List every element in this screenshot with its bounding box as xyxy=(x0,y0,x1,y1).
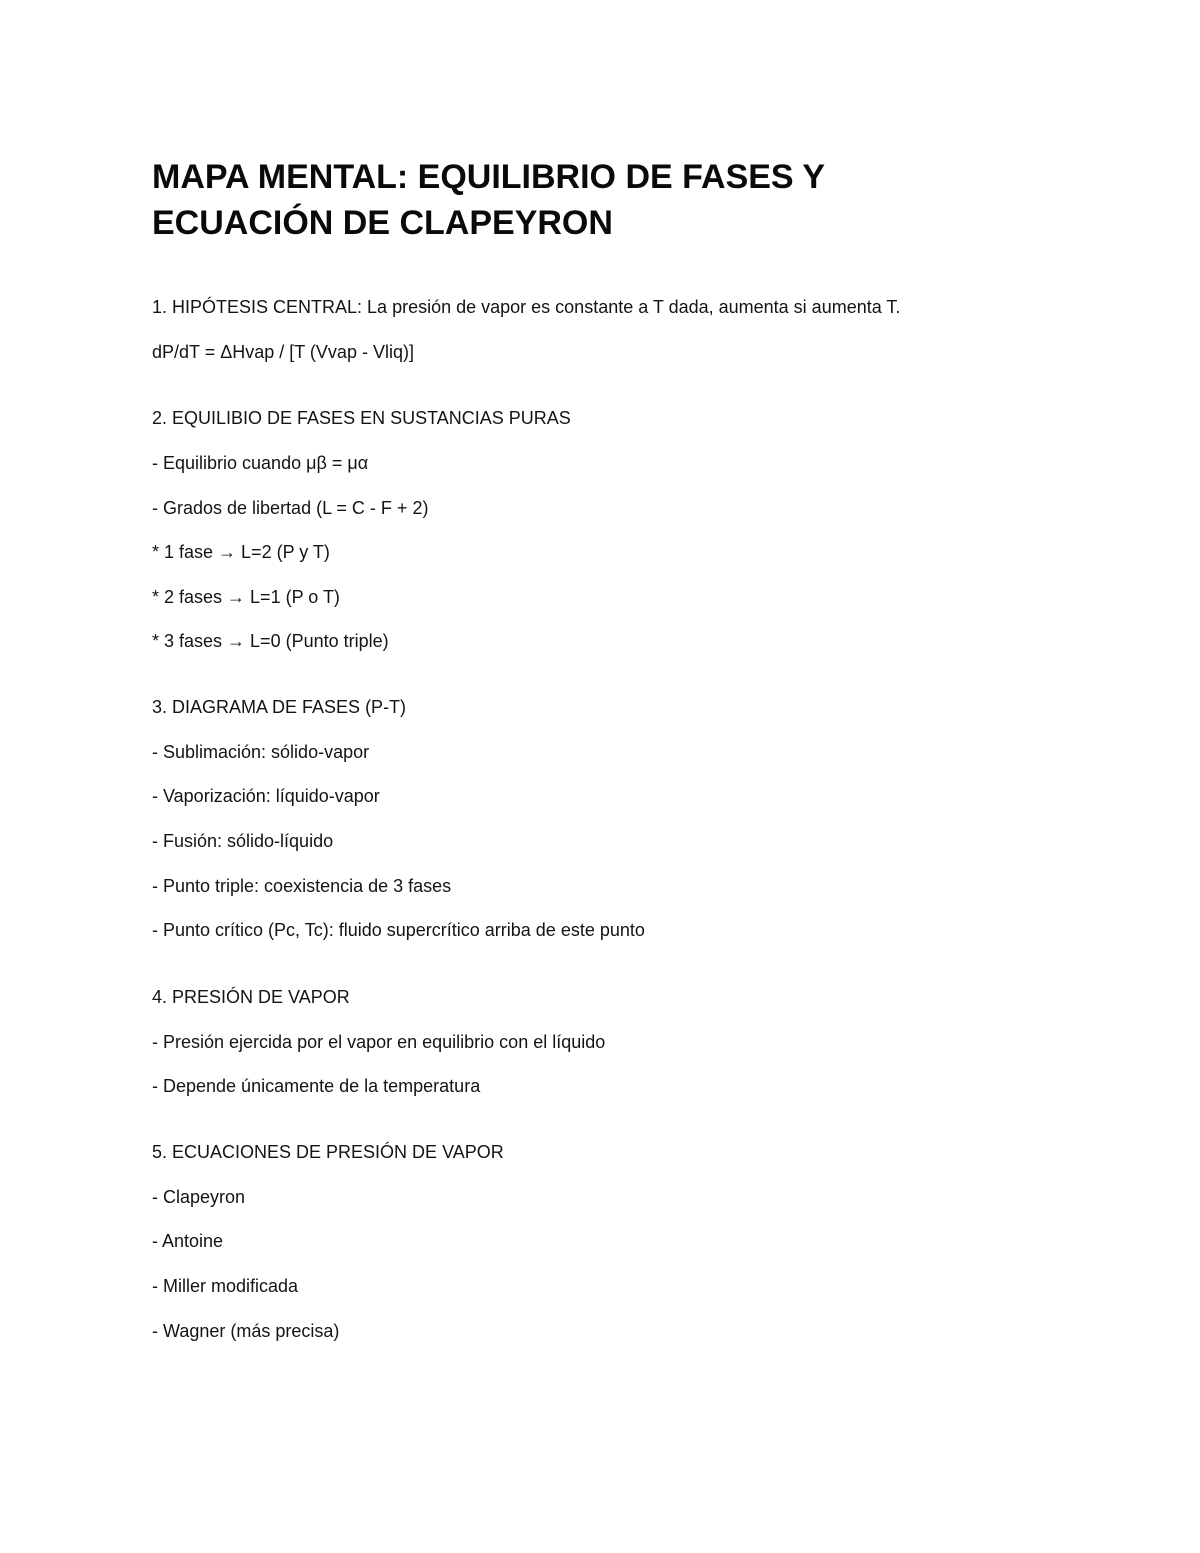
section-5-heading: 5. ECUACIONES DE PRESIÓN DE VAPOR xyxy=(152,1142,504,1162)
section-2-heading: 2. EQUILIBIO DE FASES EN SUSTANCIAS PURAS xyxy=(152,408,571,428)
section-5-item-2: - Antoine xyxy=(152,1231,224,1251)
section-2-item-1: - Equilibrio cuando μβ = μα xyxy=(152,453,369,473)
section-1-formula: dP/dT = ΔHvap / [T (Vvap - Vliq)] xyxy=(152,342,414,362)
section-5-item-1: - Clapeyron xyxy=(152,1187,246,1207)
section-2-item-3: * 1 fase → L=2 (P y T) xyxy=(152,542,330,562)
section-4-item-2: - Depende únicamente de la temperatura xyxy=(152,1076,481,1096)
section-5-item-3: - Miller modificada xyxy=(152,1276,299,1296)
section-4-heading: 4. PRESIÓN DE VAPOR xyxy=(152,987,350,1007)
section-3-item-5: - Punto crítico (Pc, Tc): fluido supercrítico arriba de este punto xyxy=(152,920,645,940)
section-1-heading: 1. HIPÓTESIS CENTRAL: La presión de vapor es constante a T dada, aumenta si aumenta T. xyxy=(152,297,901,317)
section-2-item-4: * 2 fases → L=1 (P o T) xyxy=(152,587,340,607)
section-3-item-1: - Sublimación: sólido-vapor xyxy=(152,742,370,762)
section-4-item-1: - Presión ejercida por el vapor en equilibrio con el líquido xyxy=(152,1032,606,1052)
title-line-1: MAPA MENTAL: EQUILIBRIO DE FASES Y xyxy=(152,158,826,196)
title-line-2: ECUACIÓN DE CLAPEYRON xyxy=(152,204,613,242)
document-title xyxy=(152,154,1072,246)
section-3-item-2: - Vaporización: líquido-vapor xyxy=(152,786,380,806)
section-3-item-4: - Punto triple: coexistencia de 3 fases xyxy=(152,876,452,896)
section-2-item-5: * 3 fases → L=0 (Punto triple) xyxy=(152,631,389,651)
section-2-item-2: - Grados de libertad (L = C - F + 2) xyxy=(152,498,429,518)
section-5-item-4: - Wagner (más precisa) xyxy=(152,1321,340,1341)
section-3-heading: 3. DIAGRAMA DE FASES (P-T) xyxy=(152,697,407,717)
section-3-item-3: - Fusión: sólido-líquido xyxy=(152,831,334,851)
